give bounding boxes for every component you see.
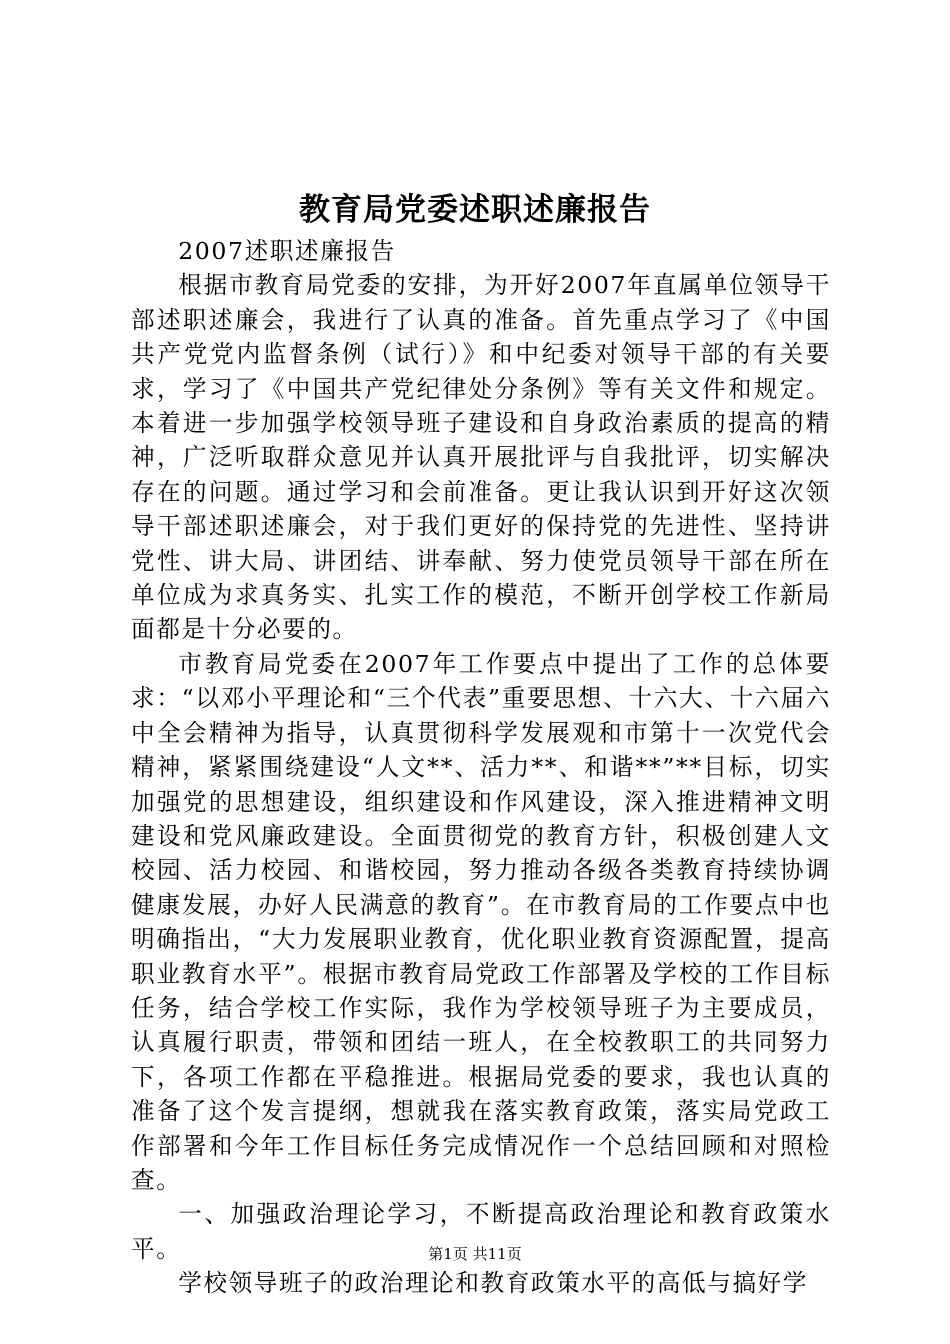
paragraph: 市教育局党委在2007年工作要点中提出了工作的总体要求：“以邓小平理论和“三个代表”重要思想、十六大、十六届六中全会精神为指导，认真贯彻科学发展观和市第十一次党代会精神，紧紧围绕建设“人文**、活力**、和谐**”**目标，切实加强党的思想建设，组织建设和作风建设，深入推进精神文明建设和党风廉政建设。全面贯彻党的教育方针，积极创建人文校园、活力校园、和谐校园，努力推动各级各类教育持续协调健康发展，办好人民满意的教育”。在市教育局的工作要点中也明确指出，“大力发展职业教育，优化职业教育资源配置，提高职业教育水平”。根据市教育局党政工作部署及学校的工作目标任务，结合学校工作实际，我作为学校领导班子为主要成员，认真履行职责，带领和团结一班人，在全校教职工的共同努力下，各项工作都在平稳推进。根据局党委的要求，我也认真的准备了这个发言提纲，想就我在落实教育政策，落实局党政工作部署和今年工作目标任务完成情况作一个总结回顾和对照检查。 <box>131 649 831 1194</box>
section-heading: 一、加强政治理论学习，不断提高政治理论和教育政策水平。 <box>131 1200 831 1263</box>
paragraph-subtitle: 2007述职述廉报告 <box>178 237 396 265</box>
page-number-footer: 第1页 共11页 <box>428 1245 522 1263</box>
document-body <box>131 234 831 1301</box>
paragraph: 根据市教育局党委的安排，为开好2007年直属单位领导干部述职述廉会，我进行了认真的准备。首先重点学习了《中国共产党党内监督条例（试行）》和中纪委对领导干部的有关要求，学习了《中国共产党纪律处分条例》等有关文件和规定。本着进一步加强学校领导班子建设和自身政治素质的提高的精神，广泛听取群众意见并认真开展批评与自我批评，切实解决存在的问题。通过学习和会前准备。更让我认识到开好这次领导干部述职述廉会，对于我们更好的保持党的先进性、坚持讲党性、讲大局、讲团结、讲奉献、努力使党员领导干部在所在单位成为求真务实、扎实工作的模范，不断开创学校工作新局面都是十分必要的。 <box>131 271 831 644</box>
paragraph: 学校领导班子的政治理论和教育政策水平的高低与搞好学 <box>178 1269 809 1298</box>
document-title: 教育局党委述职述廉报告 <box>299 192 651 228</box>
